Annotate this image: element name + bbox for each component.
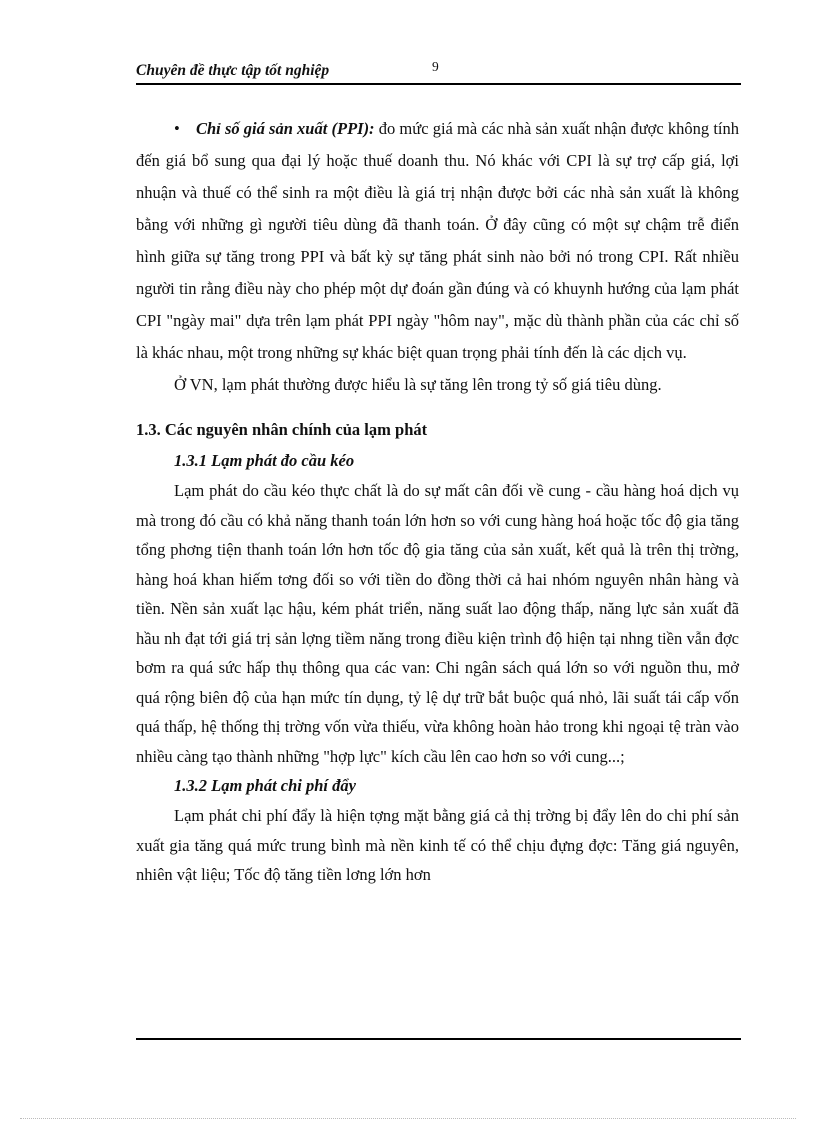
- subsection-heading-demand-pull: 1.3.1 Lạm phát đo cầu kéo: [174, 451, 355, 470]
- ppi-text: đo mức giá mà các nhà sản xuất nhận được không tính đến giá bổ sung qua đại lý hoặc thuế doanh thu. Nó khác với CPI là sự trợ cấp giá, lợi nhuận và thuế có thể sinh ra một điều là giá trị nhận được bởi các nhà sản xuất là không bằng với những gì người tiêu dùng đã thanh toán. Ở đây cũng có một sự chậm trễ điển hình giữa sự tăng trong PPI và bất kỳ sự tăng phát sinh nào bởi nó trong CPI. Rất nhiều người tin rằng điều này cho phép một dự đoán gần đúng và có khuynh hướng của lạm phát CPI "ngày mai" dựa trên lạm phát PPI ngày "hôm nay", mặc dù thành phần của các chỉ số là khác nhau, một trong những sự khác biệt quan trọng phải tính đến là các dịch vụ.: [136, 119, 739, 362]
- cost-push-paragraph: Lạm phát chi phí đẩy là hiện tợng mặt bằng giá cả thị trờng bị đẩy lên do chi phí sản xuất gia tăng quá mức trung bình mà nền kinh tế có thể chịu đựng đợc: Tăng giá nguyên, nhiên vật liệu; Tốc độ tăng tiền lơng lớn hơn: [136, 806, 739, 884]
- header-divider: [136, 83, 741, 85]
- vn-paragraph: Ở VN, lạm phát thường được hiểu là sự tăng lên trong tỷ số giá tiêu dùng.: [174, 375, 662, 394]
- ppi-term: Chỉ số giá sản xuất (PPI):: [196, 119, 375, 138]
- demand-pull-paragraph: Lạm phát do cầu kéo thực chất là do sự mất cân đối về cung - cầu hàng hoá dịch vụ mà trong đó cầu có khả năng thanh toán lớn hơn so với cung hàng hoá hoặc tốc độ gia tăng tổng phơng tiện thanh toán lớn hơn tốc độ gia tăng của sản xuất, kết quả là trên thị trờng, hàng hoá khan hiếm tơng đối so với tiền do đồng thời cả hai nhóm nguyên nhân hàng và tiền. Nền sản xuất lạc hậu, kém phát triển, năng suất lao động thấp, năng lực sản xuất đã hầu nh đạt tới giá trị sản lợng tiềm năng trong điều kiện trình độ hiện tại nhng tiền vẫn đợc bơm ra quá sức hấp thụ thông qua các van: Chi ngân sách quá lớn so với nguồn thu, mở quá rộng biên độ của hạn mức tín dụng, tỷ lệ dự trữ bắt buộc quá nhỏ, lãi suất tái cấp vốn quá thấp, hệ thống thị trờng vốn vừa thiếu, vừa không hoàn hảo trong khi ngoại tệ tràn vào nhiều càng tạo thành những "hợp lực" kích cầu lên cao hơn so với cung...;: [136, 481, 739, 766]
- header-title: Chuyên đề thực tập tốt nghiệp: [136, 62, 330, 79]
- footer-divider: [136, 1038, 741, 1040]
- page-number: 9: [432, 59, 439, 74]
- ppi-paragraph: [136, 113, 739, 369]
- page-edge: [20, 1118, 796, 1119]
- bullet-icon: •: [174, 119, 180, 138]
- section-heading: 1.3. Các nguyên nhân chính của lạm phát: [136, 420, 428, 439]
- document-body: [136, 113, 739, 890]
- page-header: [136, 58, 741, 84]
- subsection-heading-cost-push: 1.3.2 Lạm phát chi phí đẩy: [174, 776, 356, 795]
